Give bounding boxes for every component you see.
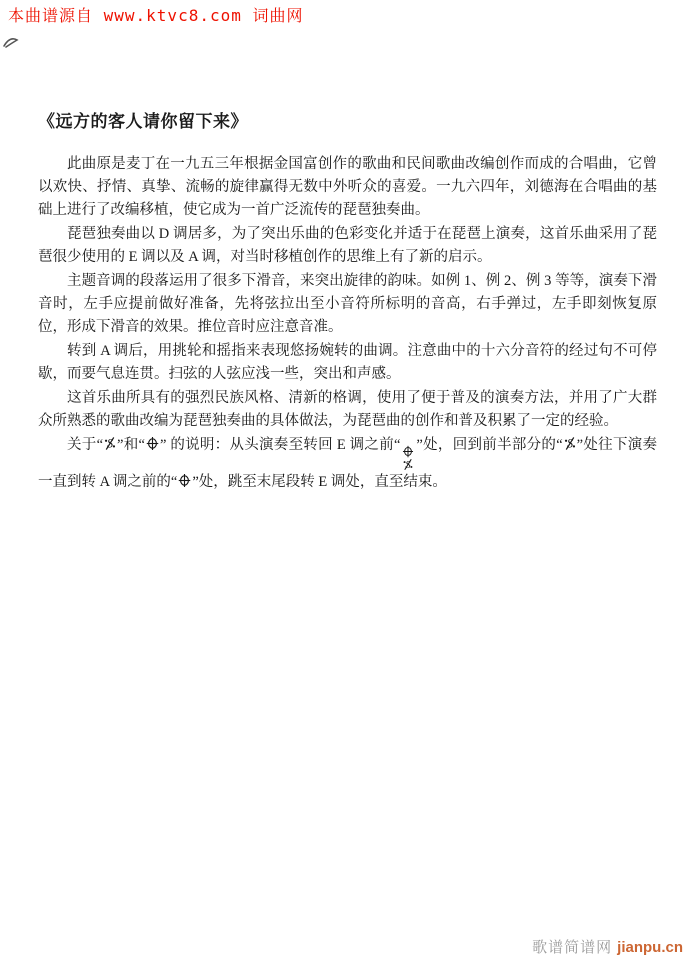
segno-icon <box>564 436 576 451</box>
page-title: 《远方的客人请你留下来》 <box>38 112 248 131</box>
paragraph-keys: 琵琶独奏曲以 D 调居多，为了突出乐曲的色彩变化并适于在琵琶上演奏，这首乐曲采用了琵琶很少使用的 E 调以及 A 调，对当时移植创作的思维上有了新的启示。 <box>38 226 657 265</box>
pen-scribble-mark <box>2 34 22 57</box>
coda-icon <box>402 445 414 458</box>
svg-text:S: S <box>106 436 114 451</box>
paragraph-slide-notes: 主题音调的段落运用了很多下滑音，来突出旋律的韵味。如例 1、例 2、例 3 等等，演奏下滑音时，左手应提前做好准备，先将弦拉出至小音符所标明的音高，右手弹过，左手即刻恢复原位，形成下滑音的效果。推位音时应注意音准。 <box>38 273 657 335</box>
paragraph-a-key-section: 转到 A 调后，用挑轮和摇指来表现悠扬婉转的曲调。注意曲中的十六分音符的经过句不可停歇，而要气息连贯。扫弦的人弦应浅一些，突出和声感。 <box>38 343 657 382</box>
document-body <box>38 107 657 494</box>
coda-icon <box>146 436 159 451</box>
paragraph-symbol-note: 关于“ S ”和“ ” 的说明：从头演奏至转回 E 调之前“ S ”处，回到前半部分的“ S ”处往下演奏一直到转 A 调之前的“ ”处，跳至末尾段转 E 调处，直至结束。 <box>38 436 658 490</box>
paragraph-origin: 此曲原是麦丁在一九五三年根据金国富创作的歌曲和民间歌曲改编创作而成的合唱曲，它曾以欢快、抒情、真挚、流畅的旋律赢得无数中外听众的喜爱。一九六四年，刘德海在合唱曲的基础上进行了改编移植，使它成为一首广泛流传的琵琶独奏曲。 <box>38 156 657 218</box>
segno-icon <box>403 458 413 471</box>
svg-text:S: S <box>405 460 412 471</box>
site-url-link[interactable]: jianpu.cn <box>617 939 683 956</box>
svg-text:S: S <box>566 436 573 451</box>
coda-icon <box>178 473 191 488</box>
paragraph-style-summary: 这首乐曲所具有的强烈民族风格、清新的格调，使用了便于普及的演奏方法，并用了广大群众所熟悉的歌曲改编为琵琶独奏曲的具体做法，为琵琶曲的创作和普及积累了一定的经验。 <box>38 390 657 429</box>
segno-icon <box>104 436 116 451</box>
source-watermark: 本曲谱源自 www.ktvc8.com 词曲网 <box>8 6 304 25</box>
site-name: 歌谱简谱网 <box>532 939 613 956</box>
site-watermark <box>532 936 683 957</box>
coda-over-segno-symbol <box>402 445 414 471</box>
